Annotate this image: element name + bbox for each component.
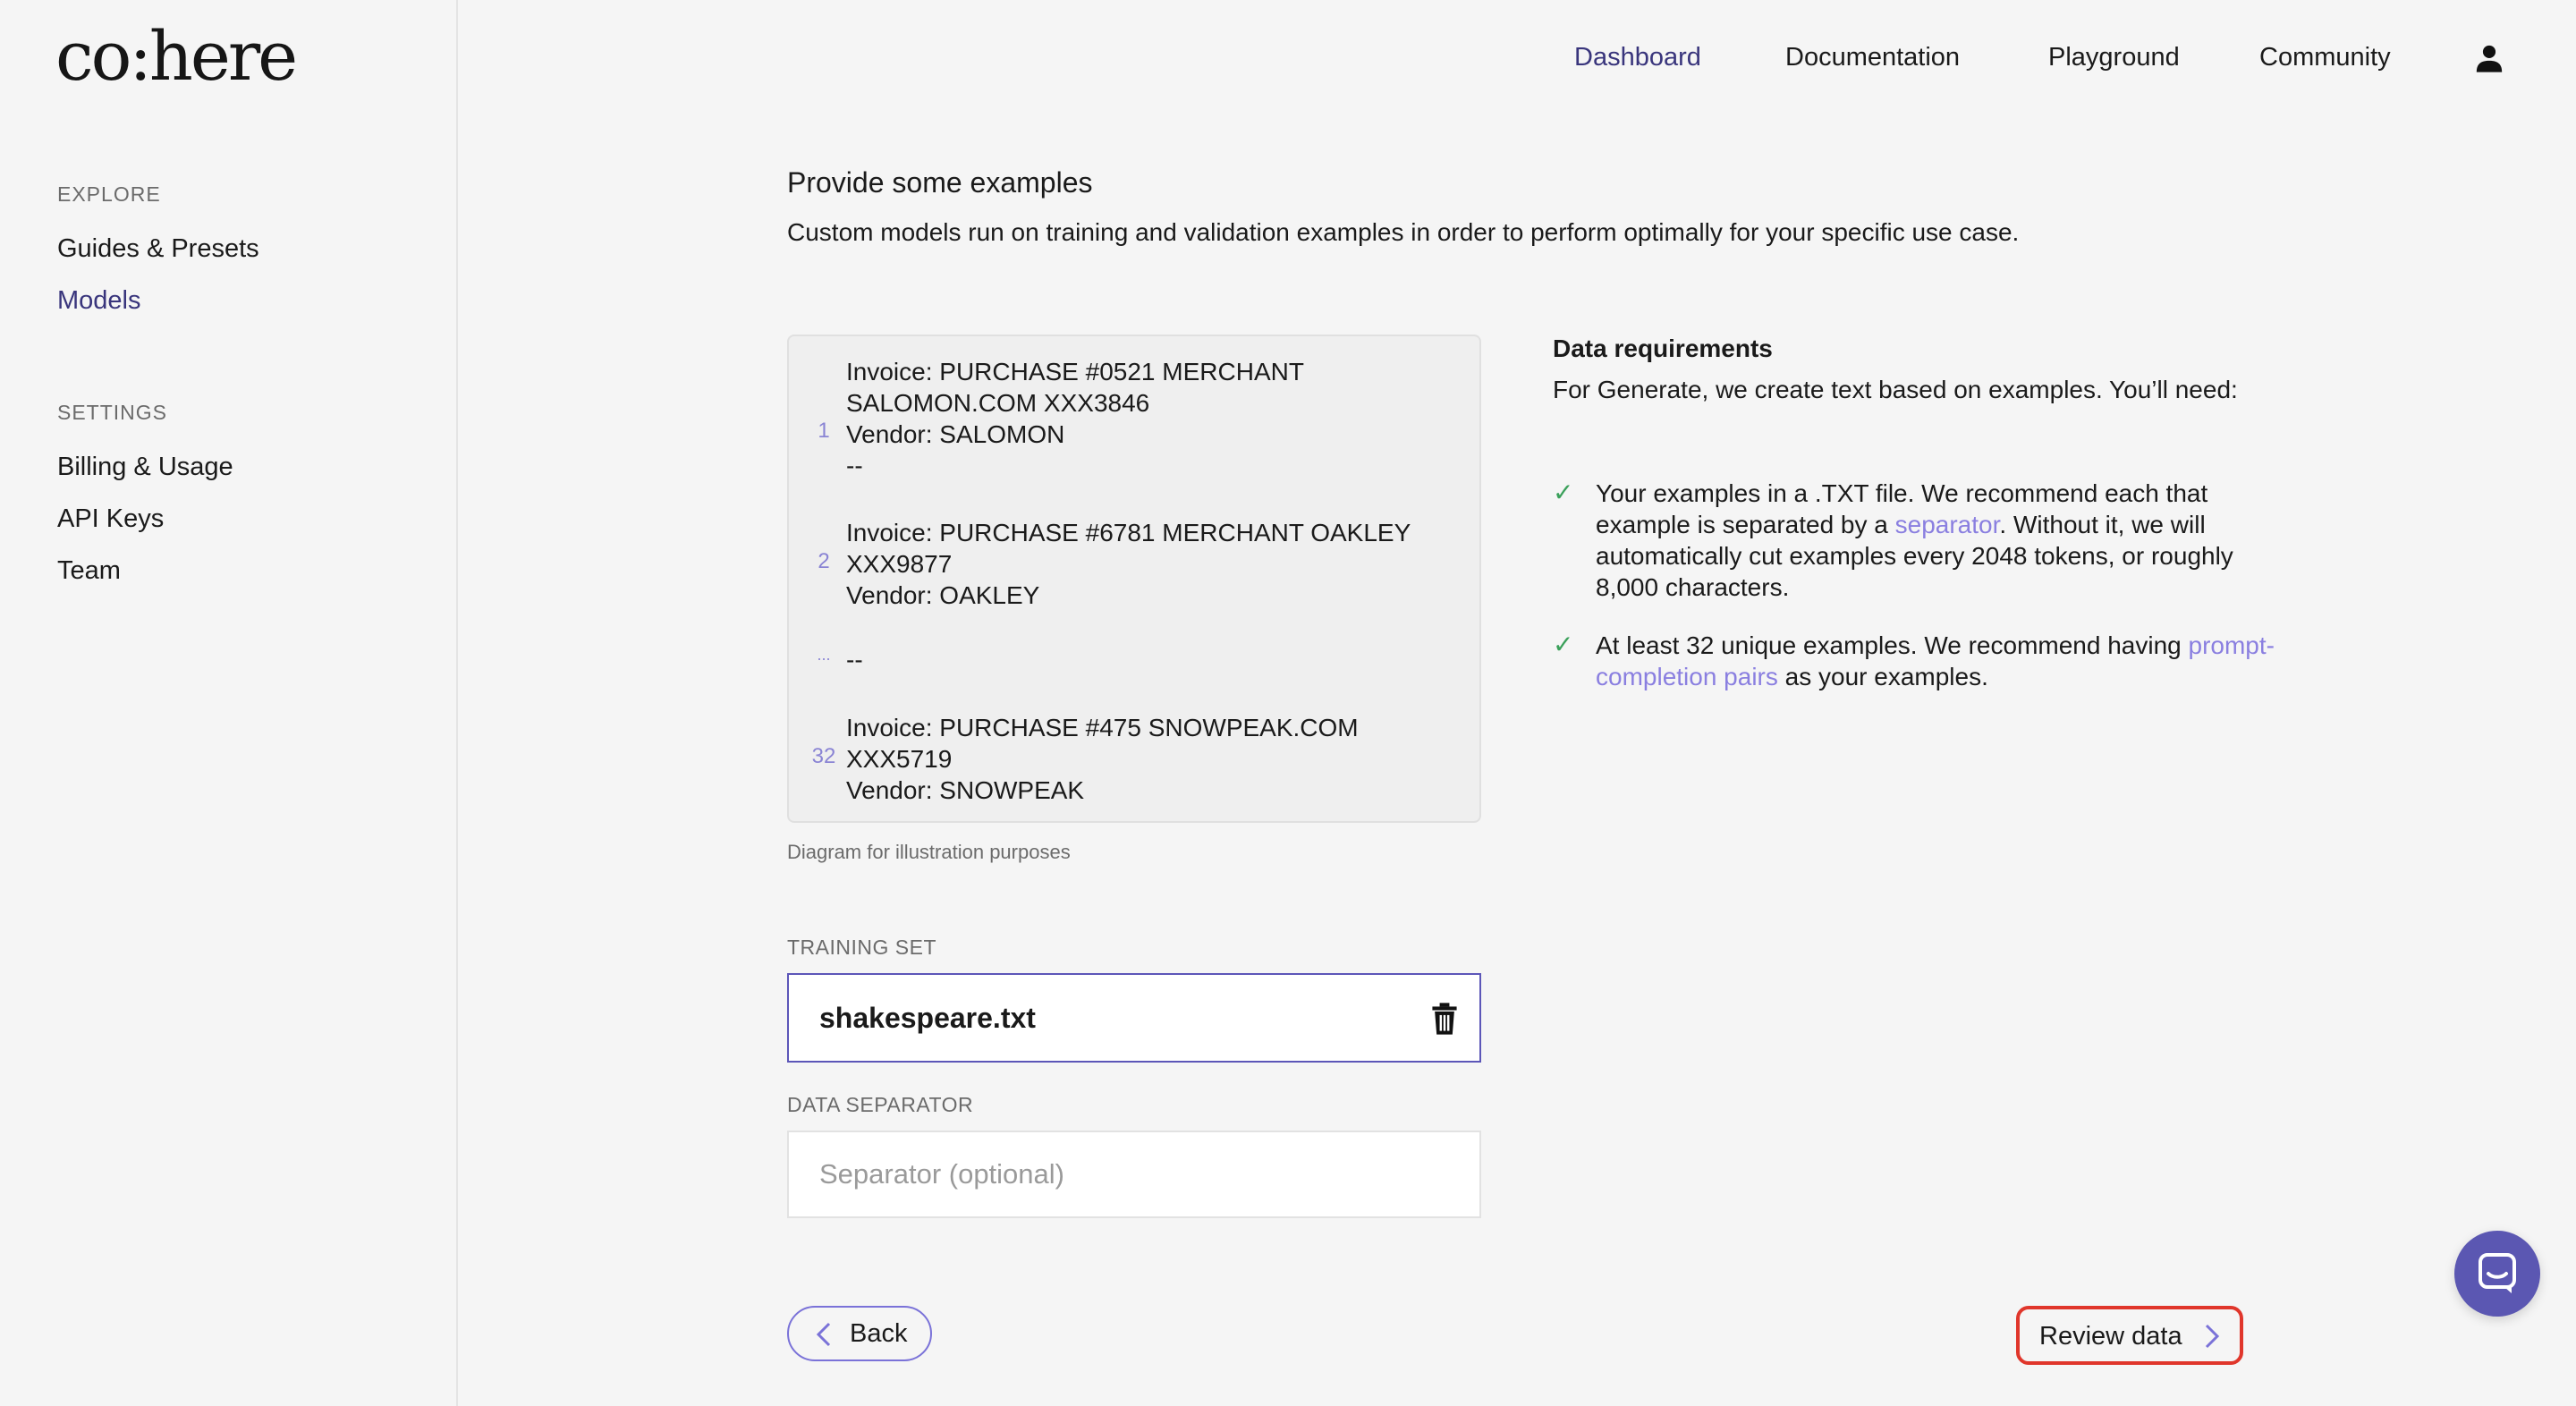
example-number: 32 (811, 744, 836, 768)
settings-section-label: SETTINGS (57, 401, 168, 424)
data-separator-label: DATA SEPARATOR (787, 1093, 974, 1116)
sidebar-item-guides-presets[interactable]: Guides & Presets (57, 234, 259, 263)
separator-input[interactable] (787, 1131, 1481, 1218)
chevron-right-icon (2202, 1323, 2222, 1350)
back-button[interactable] (787, 1306, 932, 1361)
example-text: Invoice: PURCHASE #6781 MERCHANT OAKLEY XXX9877 Vendor: OAKLEY (846, 519, 1411, 609)
requirements-description: For Generate, we create text based on examples. You’ll need: (1553, 376, 2238, 403)
chevron-left-icon (814, 1322, 834, 1347)
example-text: Invoice: PURCHASE #0521 MERCHANT SALOMON.COM XXX3846 Vendor: SALOMON -- (846, 358, 1304, 479)
chat-launcher-button[interactable] (2454, 1231, 2540, 1317)
nav-community[interactable]: Community (2259, 43, 2391, 72)
example-text: Invoice: PURCHASE #475 SNOWPEAK.COM XXX5719 Vendor: SNOWPEAK (846, 714, 1359, 804)
example-text: -- (846, 646, 863, 673)
separator-link[interactable]: separator (1894, 511, 2000, 538)
sidebar-item-models[interactable]: Models (57, 286, 141, 315)
sidebar-item-team[interactable]: Team (57, 556, 121, 585)
requirement-text: At least 32 unique examples. We recommend having prompt-completion pairs as your examples. (1596, 631, 2275, 690)
review-data-label: Review data (2039, 1322, 2182, 1351)
back-label: Back (850, 1319, 908, 1348)
nav-documentation[interactable]: Documentation (1785, 43, 1961, 72)
review-data-button[interactable] (2016, 1306, 2243, 1365)
explore-section-label: EXPLORE (57, 182, 161, 206)
training-set-file (787, 973, 1481, 1063)
user-icon[interactable] (2474, 43, 2504, 73)
cohere-logo[interactable]: co:here (55, 16, 296, 96)
requirement-text: Your examples in a .TXT file. We recommend each that example is separated by a separator. Without it, we will automatically cut examples every 2048 tokens, or roughly 8,000 characters. (1596, 479, 2233, 601)
check-icon: ✓ (1553, 631, 1574, 658)
sidebar-item-billing-usage[interactable]: Billing & Usage (57, 453, 233, 481)
training-set-label: TRAINING SET (787, 936, 937, 959)
example-number: 1 (818, 419, 830, 443)
trash-icon[interactable] (1429, 1002, 1460, 1036)
prompt-completion-pairs-link[interactable]: prompt-completion pairs (1596, 631, 2275, 690)
example-number: ... (817, 646, 831, 664)
sidebar (0, 0, 458, 1406)
sidebar-item-api-keys[interactable]: API Keys (57, 504, 165, 533)
check-icon: ✓ (1553, 479, 1574, 506)
nav-playground[interactable]: Playground (2048, 43, 2180, 72)
page-subtitle: Custom models run on training and validation examples in order to perform optimally for your specific use case. (787, 218, 2020, 246)
page-title: Provide some examples (787, 166, 1093, 199)
chat-icon (2478, 1252, 2517, 1295)
diagram-caption: Diagram for illustration purposes (787, 841, 1071, 863)
training-file-name: shakespeare.txt (819, 1002, 1036, 1034)
example-diagram (787, 335, 1481, 823)
nav-dashboard[interactable]: Dashboard (1574, 43, 1701, 72)
requirements-title: Data requirements (1553, 335, 1773, 362)
example-number: 2 (818, 549, 830, 573)
